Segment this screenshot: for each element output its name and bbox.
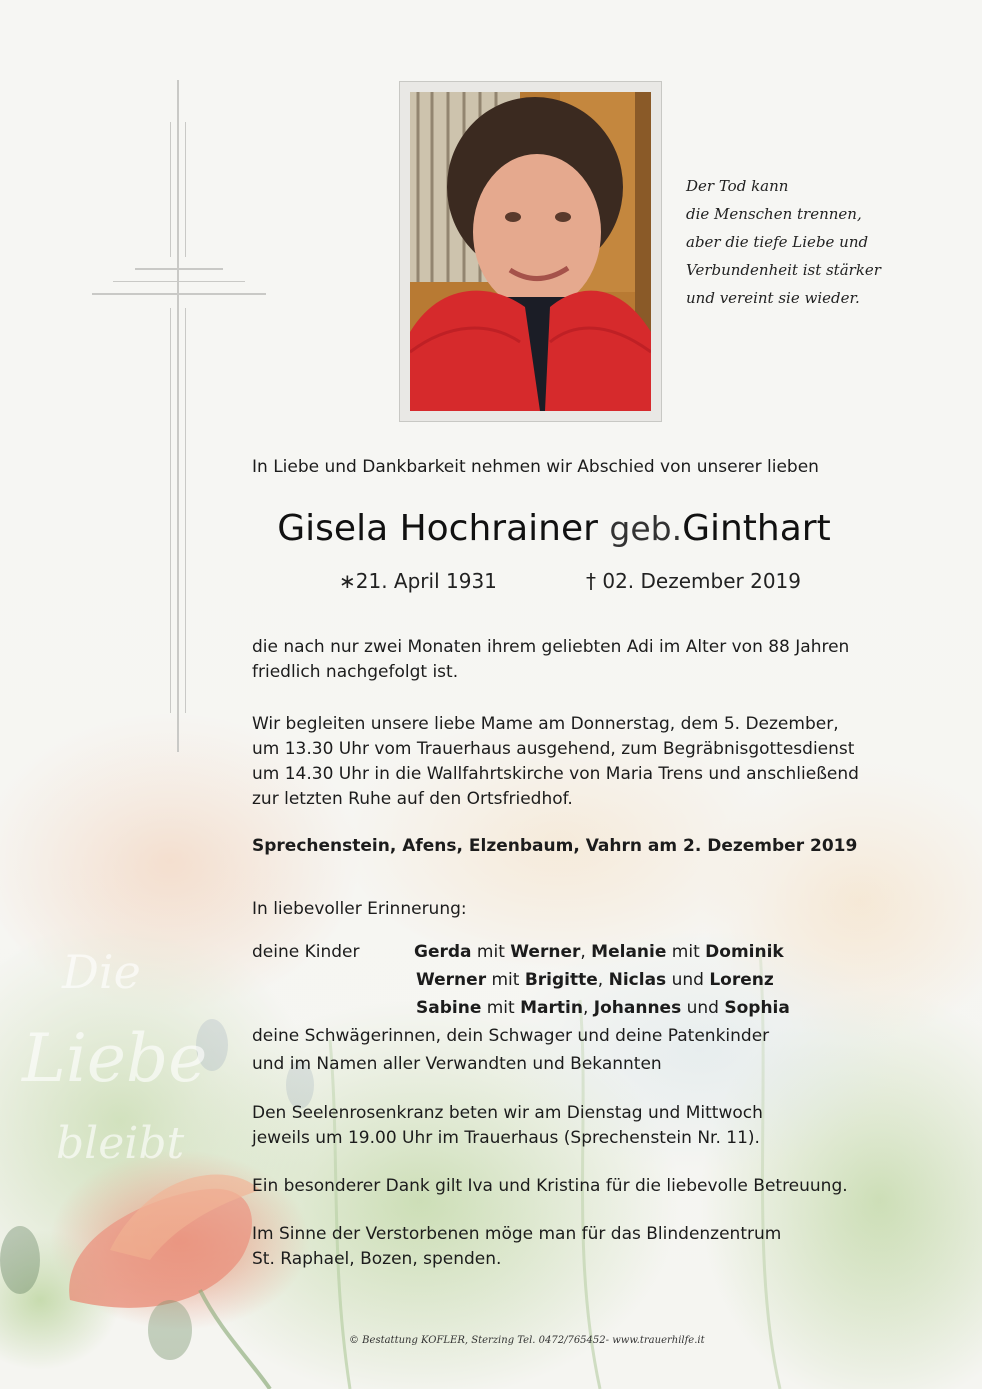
quote-line: aber die tiefe Liebe und: [686, 233, 869, 251]
quote-line: die Menschen trennen,: [686, 205, 862, 223]
birth-date: [339, 569, 497, 593]
birth-symbol: ∗: [339, 569, 356, 593]
relatives-line: deine Schwägerinnen, dein Schwager und deine Patenkinder: [252, 1026, 770, 1046]
name-full: Gisela Hochrainer: [277, 508, 598, 549]
footer-credit: © Bestattung KOFLER, Sterzing Tel. 0472/765452- www.trauerhilfe.it: [349, 1335, 705, 1346]
name-geb: geb.: [609, 509, 683, 548]
birth-date-text: 21. April 1931: [355, 569, 497, 593]
grandchild-name: Johannes: [593, 998, 682, 1018]
death-date: [586, 569, 801, 593]
grandchild-name: Lorenz: [709, 970, 774, 990]
children-row: Werner mit Brigitte, Niclas und Lorenz: [416, 970, 774, 990]
death-symbol: †: [586, 569, 596, 593]
memorial-quote: [686, 172, 926, 312]
grandchild-name: Sophia: [724, 998, 790, 1018]
name-maiden: Ginthart: [682, 508, 831, 549]
donation-line: Im Sinne der Verstorbenen möge man für das Blindenzentrum: [252, 1224, 782, 1244]
partner-name: Dominik: [705, 942, 784, 962]
intro-text: In Liebe und Dankbarkeit nehmen wir Abschied von unserer lieben: [252, 457, 819, 477]
body-line: um 13.30 Uhr vom Trauerhaus ausgehend, zum Begräbnisgottesdienst: [252, 739, 855, 759]
body-line: friedlich nachgefolgt ist.: [252, 662, 459, 682]
body-line: Wir begleiten unsere liebe Mame am Donnerstag, dem 5. Dezember,: [252, 714, 839, 734]
thanks-text: Ein besonderer Dank gilt Iva und Kristina für die liebevolle Betreuung.: [252, 1176, 848, 1196]
grandchild-name: Niclas: [608, 970, 667, 990]
quote-line: Der Tod kann: [686, 177, 789, 195]
memory-intro: In liebevoller Erinnerung:: [252, 899, 467, 919]
child-name: Gerda: [414, 942, 472, 962]
rosary-line: Den Seelenrosenkranz beten wir am Dienstag und Mittwoch: [252, 1103, 763, 1123]
partner-name: Martin: [520, 998, 583, 1018]
place-date: Sprechenstein, Afens, Elzenbaum, Vahrn am 2. Dezember 2019: [252, 836, 858, 856]
child-name: Melanie: [591, 942, 667, 962]
partner-name: Brigitte: [524, 970, 598, 990]
child-name: Werner: [416, 970, 487, 990]
body-line: die nach nur zwei Monaten ihrem geliebten Adi im Alter von 88 Jahren: [252, 637, 850, 657]
donation-line: St. Raphael, Bozen, spenden.: [252, 1249, 502, 1269]
deceased-name: [0, 508, 982, 549]
watermark-die: Die: [62, 945, 141, 999]
children-row: Gerda mit Werner, Melanie mit Dominik: [414, 942, 784, 962]
rosary-line: jeweils um 19.00 Uhr im Trauerhaus (Sprechenstein Nr. 11).: [252, 1128, 760, 1148]
death-date-text: 02. Dezember 2019: [602, 569, 801, 593]
children-label: deine Kinder: [252, 942, 360, 962]
relatives-line: und im Namen aller Verwandten und Bekannten: [252, 1054, 662, 1074]
partner-name: Werner: [510, 942, 581, 962]
body-line: zur letzten Ruhe auf den Ortsfriedhof.: [252, 789, 573, 809]
watermark-liebe: Liebe: [22, 1020, 208, 1097]
watermark-bleibt: bleibt: [56, 1118, 185, 1169]
children-row: Sabine mit Martin, Johannes und Sophia: [416, 998, 790, 1018]
portrait-frame: [399, 81, 662, 422]
quote-line: und vereint sie wieder.: [686, 289, 860, 307]
quote-line: Verbundenheit ist stärker: [686, 261, 881, 279]
portrait-photo: [410, 92, 651, 411]
body-line: um 14.30 Uhr in die Wallfahrtskirche von Maria Trens und anschließend: [252, 764, 859, 784]
child-name: Sabine: [416, 998, 482, 1018]
